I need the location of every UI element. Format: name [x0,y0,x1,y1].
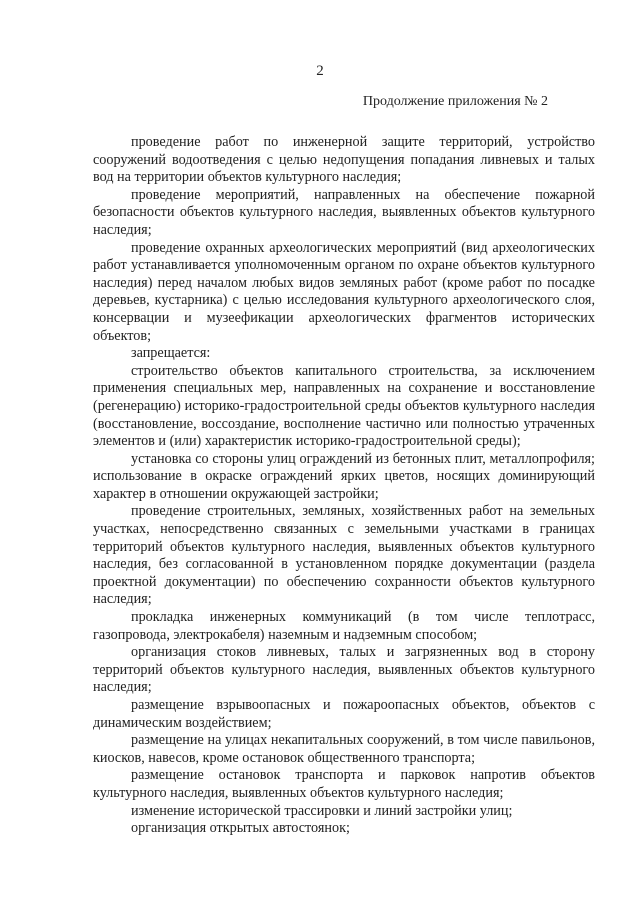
paragraph-utilities: прокладка инженерных коммуникаций (в том числе теплотрасс, газопровода, электрокабеля) наземным и надземным способом; [93,609,595,643]
appendix-continuation-note: Продолжение приложения № 2 [362,94,548,109]
paragraph-street-layout: изменение исторической трассировки и линий застройки улиц; [131,802,513,819]
paragraph-fire-safety: проведение мероприятий, направленных на обеспечение пожарной безопасности объектов культурного наследия, выявленных объектов культурного наследия; [93,186,595,238]
page-number: 2 [316,63,324,79]
document-body [93,134,595,838]
paragraph-prohibited-heading: запрещается: [131,345,211,362]
paragraph-capital-construction: строительство объектов капитального строительства, за исключением применения специальных мер, направленных на сохранение и восстановление (регенерацию) историко-градостроительной среды объектов культурного наследия (восстановление, воссоздание, восполнение частично или полностью утраченных элементов и (или) характеристик историко-градостроительной среды); [93,362,595,450]
paragraph-water-drainage: организация стоков ливневых, талых и загрязненных вод в сторону территорий объектов культурного наследия, выявленных объектов культурного наследия; [93,644,595,696]
paragraph-temporary-structures: размещение на улицах некапитальных сооружений, в том числе павильонов, киосков, навесов, кроме остановок общественного транспорта; [93,732,595,766]
paragraph-engineering-protection: проведение работ по инженерной защите территорий, устройство сооружений водоотведения с целью недопущения попадания ливневых и талых вод на территории объектов культурного наследия; [93,134,595,186]
paragraph-fences: установка со стороны улиц ограждений из бетонных плит, металлопрофиля; использование в окраске ограждений ярких цветов, носящих доминирующий характер в отношении окружающей застройки; [93,450,595,502]
paragraph-open-parking: организация открытых автостоянок; [131,820,350,837]
paragraph-construction-works: проведение строительных, земляных, хозяйственных работ на земельных участках, непосредственно связанных с земельными участками в границах территорий объектов культурного наследия, выявленных объектов культурного наследия, без согласованной в установленном порядке документации (раздела проектной документации) по обеспечению сохранности объектов культурного наследия; [93,503,595,608]
paragraph-archaeological-measures: проведение охранных археологических мероприятий (вид археологических работ устанавливается уполномоченным органом по охране объектов культурного наследия) перед началом любых видов земляных работ (кроме работ по посадке деревьев, кустарника) с целью исследования культурного археологического слоя, консервации и музеефикации археологических фрагментов исторических объектов; [93,239,595,344]
paragraph-hazardous-objects: размещение взрывоопасных и пожароопасных объектов, объектов с динамическим воздействием; [93,697,595,731]
paragraph-stops-parking: размещение остановок транспорта и парковок напротив объектов культурного наследия, выявленных объектов культурного наследия; [93,767,595,801]
